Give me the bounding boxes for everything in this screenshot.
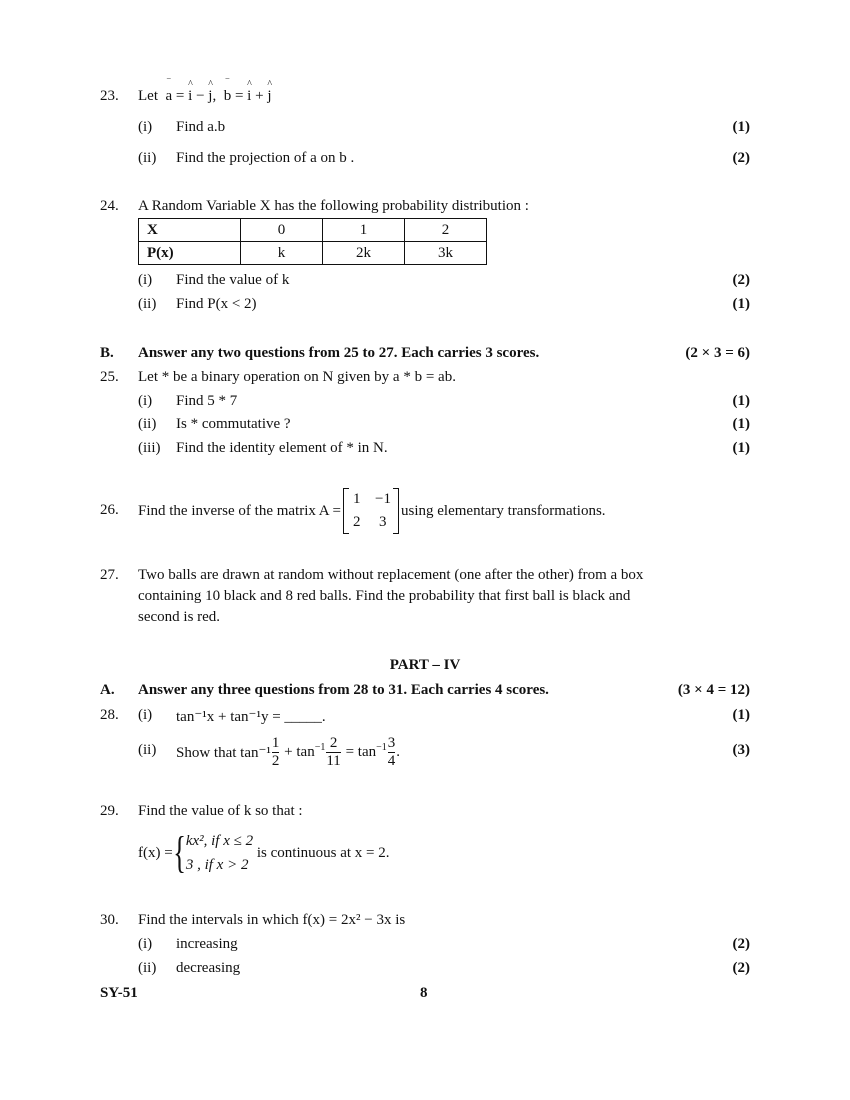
q23-part-ii-text: Find the projection of a on b . <box>176 150 355 166</box>
q26-post-text: using elementary transformations. <box>401 502 606 519</box>
q25-number: 25. <box>100 369 119 385</box>
q26-number: 26. <box>100 502 119 518</box>
q30-part-i-label: (i) <box>138 936 153 952</box>
q26-statement <box>138 486 606 536</box>
section-b-instruction: Answer any two questions from 25 to 27. Each carries 3 scores. <box>138 345 540 361</box>
table-cell: 2k <box>323 242 405 265</box>
piecewise-cases <box>186 829 253 877</box>
section-a-marks: (3 × 4 = 12) <box>677 682 750 698</box>
q30-part-ii-label: (ii) <box>138 960 157 976</box>
q29-fx: f(x) = <box>138 844 173 861</box>
q26-pre-text: Find the inverse of the matrix A = <box>138 502 342 519</box>
q25-text: Let * be a binary operation on N given by a * b = ab. <box>138 369 456 385</box>
matrix-cell: 3 <box>379 514 387 530</box>
q29-function <box>138 828 390 878</box>
q25-part-ii-text: Is * commutative ? <box>176 416 291 432</box>
q23-statement <box>138 79 273 105</box>
q23-part-ii-marks: (2) <box>732 150 750 166</box>
table-cell: 1 <box>323 219 405 242</box>
q28-part-ii-label: (ii) <box>138 742 157 758</box>
q24-part-i-label: (i) <box>138 272 153 288</box>
table-cell: 0 <box>241 219 323 242</box>
q24-number: 24. <box>100 198 119 214</box>
fraction: $\frac{2}{11}$ <box>326 734 341 769</box>
q25-part-iii-text: Find the identity element of * in N. <box>176 440 388 456</box>
table-row <box>139 242 487 265</box>
q24-part-i-text: Find the value of k <box>176 272 290 288</box>
table-cell: 2 <box>405 219 487 242</box>
q27-line-3: second is red. <box>138 609 221 625</box>
q30-part-i-marks: (2) <box>732 936 750 952</box>
section-a-label: A. <box>100 682 115 698</box>
table-cell: X <box>139 219 241 242</box>
fraction: $\frac{1}{2}$ <box>271 734 280 769</box>
q24-part-ii-text: Find P(x < 2) <box>176 296 257 312</box>
q24-text: A Random Variable X has the following probability distribution : <box>138 198 529 214</box>
matrix-a <box>343 488 399 534</box>
q25-part-ii-marks: (1) <box>732 416 750 432</box>
q23-number: 23. <box>100 88 119 104</box>
q27-line-2: containing 10 black and 8 red balls. Find the probability that first ball is black and <box>138 588 631 604</box>
q28-show-that: Show that tan⁻¹ <box>176 744 271 761</box>
q25-part-i-label: (i) <box>138 393 153 409</box>
q30-text: Find the intervals in which f(x) = 2x² − 3x is <box>138 912 406 928</box>
q28-number: 28. <box>100 707 119 723</box>
q24-part-ii-label: (ii) <box>138 296 157 312</box>
matrix-cell: 2 <box>353 514 361 530</box>
q30-number: 30. <box>100 912 119 928</box>
section-a-instruction: Answer any three questions from 28 to 31. Each carries 4 scores. <box>138 682 549 698</box>
brace-symbol: { <box>172 828 186 877</box>
q29-text: Find the value of k so that : <box>138 803 303 819</box>
q28-part-i-label: (i) <box>138 707 153 723</box>
footer-paper-code: SY-51 <box>100 985 138 1001</box>
table-cell: k <box>241 242 323 265</box>
matrix-cell: −1 <box>375 491 391 507</box>
q23-part-i-marks: (1) <box>732 119 750 135</box>
q29-post: is continuous at x = 2. <box>256 844 390 861</box>
q30-part-i-text: increasing <box>176 936 238 952</box>
q30-part-ii-marks: (2) <box>732 960 750 976</box>
q25-part-ii-label: (ii) <box>138 416 157 432</box>
q25-part-iii-label: (iii) <box>138 440 161 456</box>
q24-part-i-marks: (2) <box>732 272 750 288</box>
q28-part-i-text: tan⁻¹x + tan⁻¹y = _____. <box>176 709 326 725</box>
table-cell: P(x) <box>139 242 241 265</box>
table-row <box>139 219 487 242</box>
q29-number: 29. <box>100 803 119 819</box>
part-iv-heading: PART – IV <box>389 657 461 673</box>
q28-part-ii-marks: (3) <box>732 742 750 758</box>
matrix-cell: 1 <box>353 491 361 507</box>
q25-part-iii-marks: (1) <box>732 440 750 456</box>
q27-number: 27. <box>100 567 119 583</box>
q28-part-ii-text: Show that tan⁻¹ $\frac{1}{2}$ + $\tan^{-1}$ $\frac{2}{11}$ = $\tan^{-1}$ $\frac{3}{4}$ . <box>176 734 400 769</box>
q28-part-i-marks: (1) <box>732 707 750 723</box>
q25-part-i-text: Find 5 * 7 <box>176 393 238 409</box>
q30-part-ii-text: decreasing <box>176 960 241 976</box>
probability-distribution-table <box>138 218 487 265</box>
q27-line-1: Two balls are drawn at random without replacement (one after the other) from a box <box>138 567 644 583</box>
section-b-marks: (2 × 3 = 6) <box>685 345 750 361</box>
q25-part-i-marks: (1) <box>732 393 750 409</box>
table-cell: 3k <box>405 242 487 265</box>
q23-intro: Let <box>138 88 158 104</box>
section-b-label: B. <box>100 345 114 361</box>
q24-part-ii-marks: (1) <box>732 296 750 312</box>
q23-vector-eq: a ‾ = i ^ − j ^ , b ‾ = i ^ + j ^ <box>165 79 273 104</box>
case-2: 3 , if x > 2 <box>185 857 249 873</box>
footer-page-number: 8 <box>420 985 428 1001</box>
q23-part-i-text: Find a.b <box>176 119 226 135</box>
fraction: $\frac{3}{4}$ <box>387 734 396 769</box>
case-1: kx², if x ≤ 2 <box>185 833 254 849</box>
q23-part-i-label: (i) <box>138 119 153 135</box>
q23-part-ii-label: (ii) <box>138 150 157 166</box>
